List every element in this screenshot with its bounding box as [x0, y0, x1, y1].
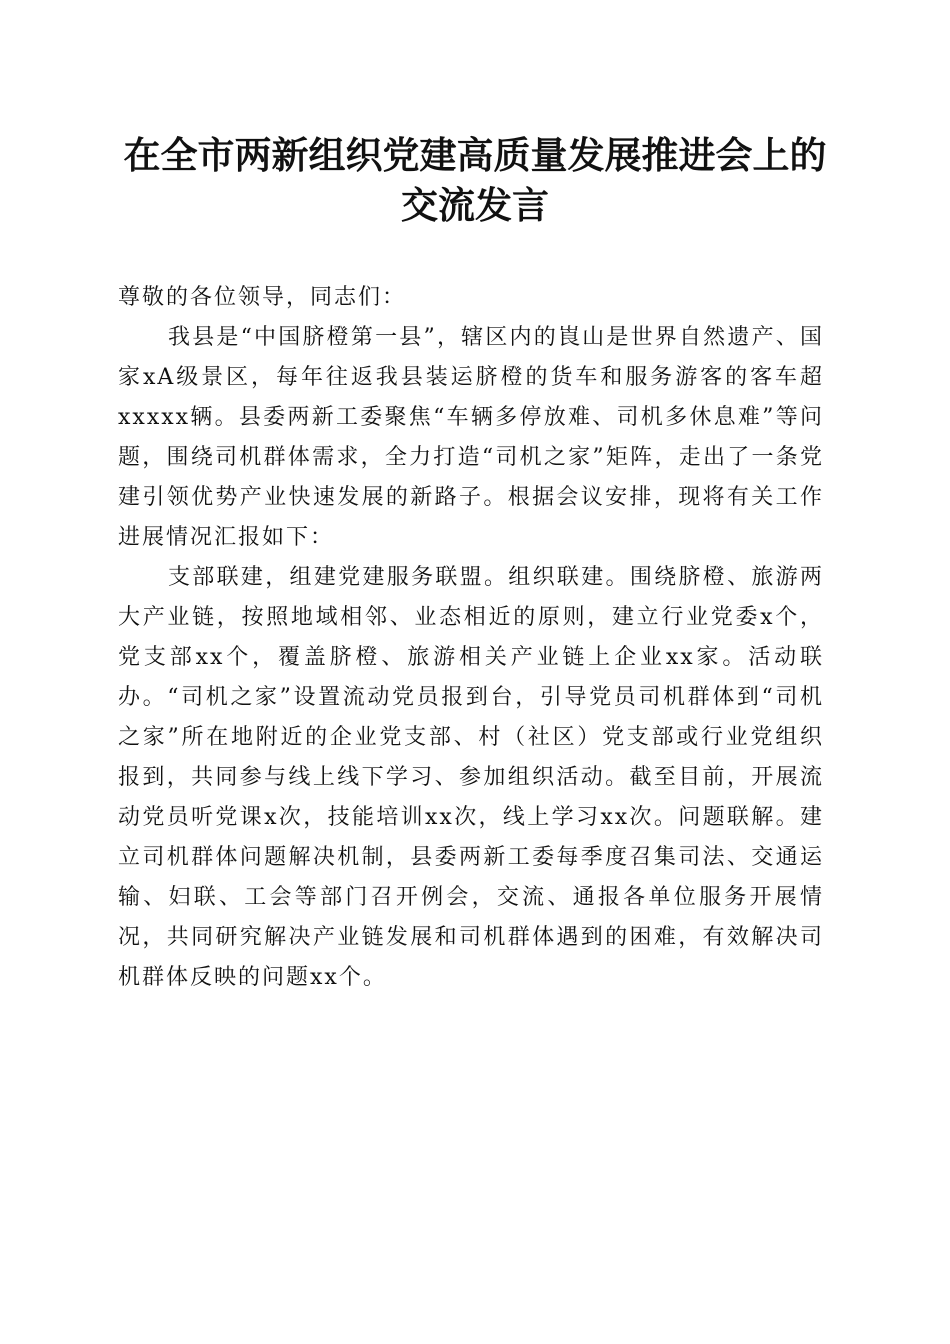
- document-title: 在全市两新组织党建高质量发展推进会上的交流发言: [123, 133, 827, 227]
- paragraph-branch-building: 支部联建，组建党建服务联盟。组织联建。围绕脐橙、旅游两大产业链，按照地域相邻、业态相近的原则，建立行业党委x个，党支部xx个，覆盖脐橙、旅游相关产业链上企业xx家。活动联办。“司机之家”设置流动党员报到台，引导党员司机群体到“司机之家”所在地附近的企业党支部、村（社区）党支部或行业党组织报到，共同参与线上线下学习、参加组织活动。截至目前，开展流动党员听党课x次，技能培训xx次，线上学习xx次。问题联解。建立司机群体问题解决机制，县委两新工委每季度召集司法、交通运输、妇联、工会等部门召开例会，交流、通报各单位服务开展情况，共同研究解决产业链发展和司机群体遇到的困难，有效解决司机群体反映的问题xx个。: [118, 565, 824, 990]
- salutation: 尊敬的各位领导，同志们：: [118, 285, 407, 310]
- paragraph-intro: 我县是“中国脐橙第一县”，辖区内的崀山是世界自然遗产、国家xA级景区，每年往返我县装运脐橙的货车和服务游客的客车超xxxxx辆。县委两新工委聚焦“车辆多停放难、司机多休息难”等问题，围绕司机群体需求，全力打造“司机之家”矩阵，走出了一条党建引领优势产业快速发展的新路子。根据会议安排，现将有关工作进展情况汇报如下：: [118, 325, 824, 550]
- document-body: [118, 278, 824, 998]
